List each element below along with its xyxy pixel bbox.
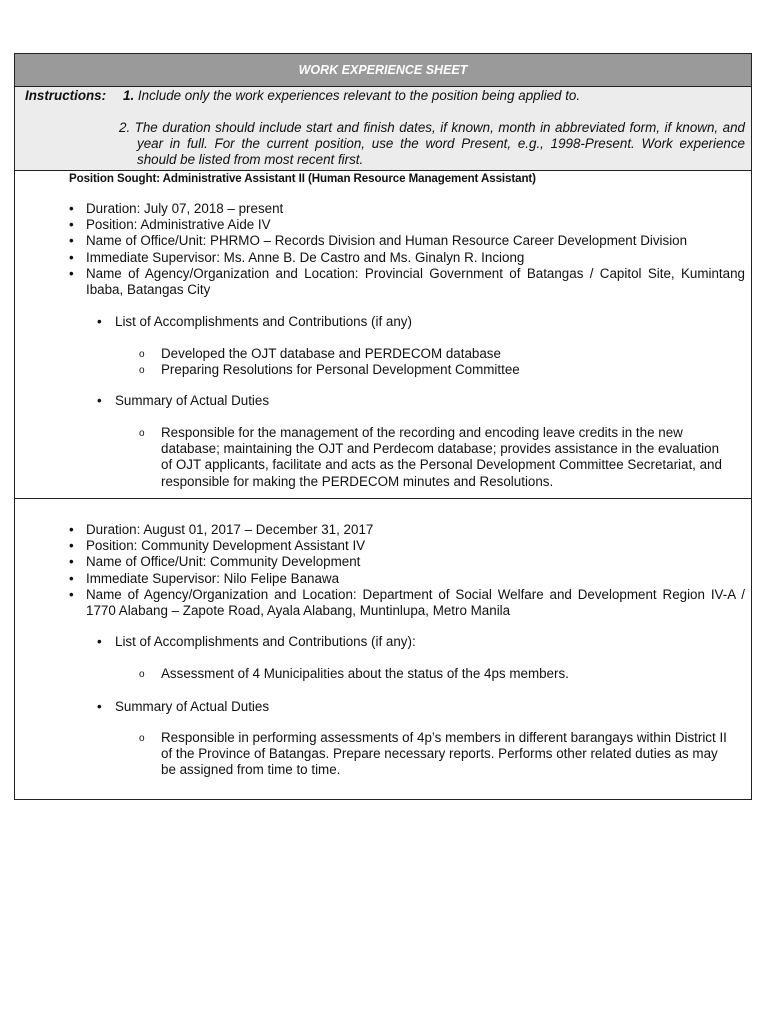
entry-1-accomplishments — [139, 346, 727, 378]
list-item: o Assessment of 4 Municipalities about the status of the 4ps members. — [139, 666, 727, 682]
list-item: o Preparing Resolutions for Personal Development Committee — [139, 362, 727, 378]
list-item: o Developed the OJT database and PERDECOM database — [139, 346, 727, 362]
entry-2-agency: • Name of Agency/Organization and Location: Department of Social Welfare and Development Region IV-A / 1770 Alabang – Zapote Road, Ayala Alabang, Muntinlupa, Metro Manila — [67, 587, 745, 619]
position-sought: Position Sought: Administrative Assistant II (Human Resource Management Assistant) — [69, 171, 536, 185]
entry-1-position: • Position: Administrative Aide IV — [67, 217, 745, 233]
entry-2-details — [67, 522, 745, 619]
list-item: o Responsible for the management of the recording and encoding leave credits in the new database; maintaining the OJT and Perdecom database; provides assistance in the evaluation of OJT applicants, facilitate and acts as the Personal Development Committee Secretariat, and responsible for making the PERDECOM minutes and Resolutions. — [139, 425, 727, 490]
instructions-label: Instructions: — [25, 88, 107, 103]
entry-1-agency: • Name of Agency/Organization and Location: Provincial Government of Batangas / Capitol Site, Kumintang Ibaba, Batangas City — [67, 266, 745, 298]
entry-1-supervisor: • Immediate Supervisor: Ms. Anne B. De Castro and Ms. Ginalyn R. Inciong — [67, 250, 745, 266]
entry-1-duration: • Duration: July 07, 2018 – present — [67, 201, 745, 217]
entry-2-accomplishments-heading: • List of Accomplishments and Contributions (if any): — [97, 634, 731, 650]
entry-1-accomplishments-heading: • List of Accomplishments and Contributions (if any) — [97, 314, 731, 330]
instruction-2-text: 2. The duration should include start and finish dates, if known, month in abbreviated form, if known, and year in full. For the current position, use the word Present, e.g., 1998-Present. Work experience should be listed from most recent first. — [119, 120, 745, 167]
list-item: o Responsible in performing assessments of 4p’s members in different barangays within District II of the Province of Batangas. Prepare necessary reports. Performs other related duties as may be assigned from time to time. — [139, 730, 727, 779]
entry-2-office: • Name of Office/Unit: Community Development — [67, 554, 745, 570]
entry-1-details — [67, 201, 745, 298]
instruction-1-text: Include only the work experiences relevant to the position being applied to. — [137, 88, 581, 103]
entry-1-duties — [139, 425, 727, 490]
entry-1-duties-heading: • Summary of Actual Duties — [97, 393, 731, 409]
entry-2-duration: • Duration: August 01, 2017 – December 31, 2017 — [67, 522, 745, 538]
instruction-1-number: 1. — [123, 88, 135, 103]
entry-2-duties-heading: • Summary of Actual Duties — [97, 699, 731, 715]
entry-2-position: • Position: Community Development Assistant IV — [67, 538, 745, 554]
experience-entry-1 — [15, 171, 751, 499]
sheet-title: WORK EXPERIENCE SHEET — [15, 54, 751, 87]
instructions-block — [15, 87, 751, 171]
entry-2-duties — [139, 730, 727, 779]
entry-2-accomplishments — [139, 666, 727, 682]
entry-1-office: • Name of Office/Unit: PHRMO – Records Division and Human Resource Career Development Division — [67, 233, 745, 249]
entry-2-supervisor: • Immediate Supervisor: Nilo Felipe Banawa — [67, 571, 745, 587]
work-experience-sheet — [14, 53, 752, 800]
